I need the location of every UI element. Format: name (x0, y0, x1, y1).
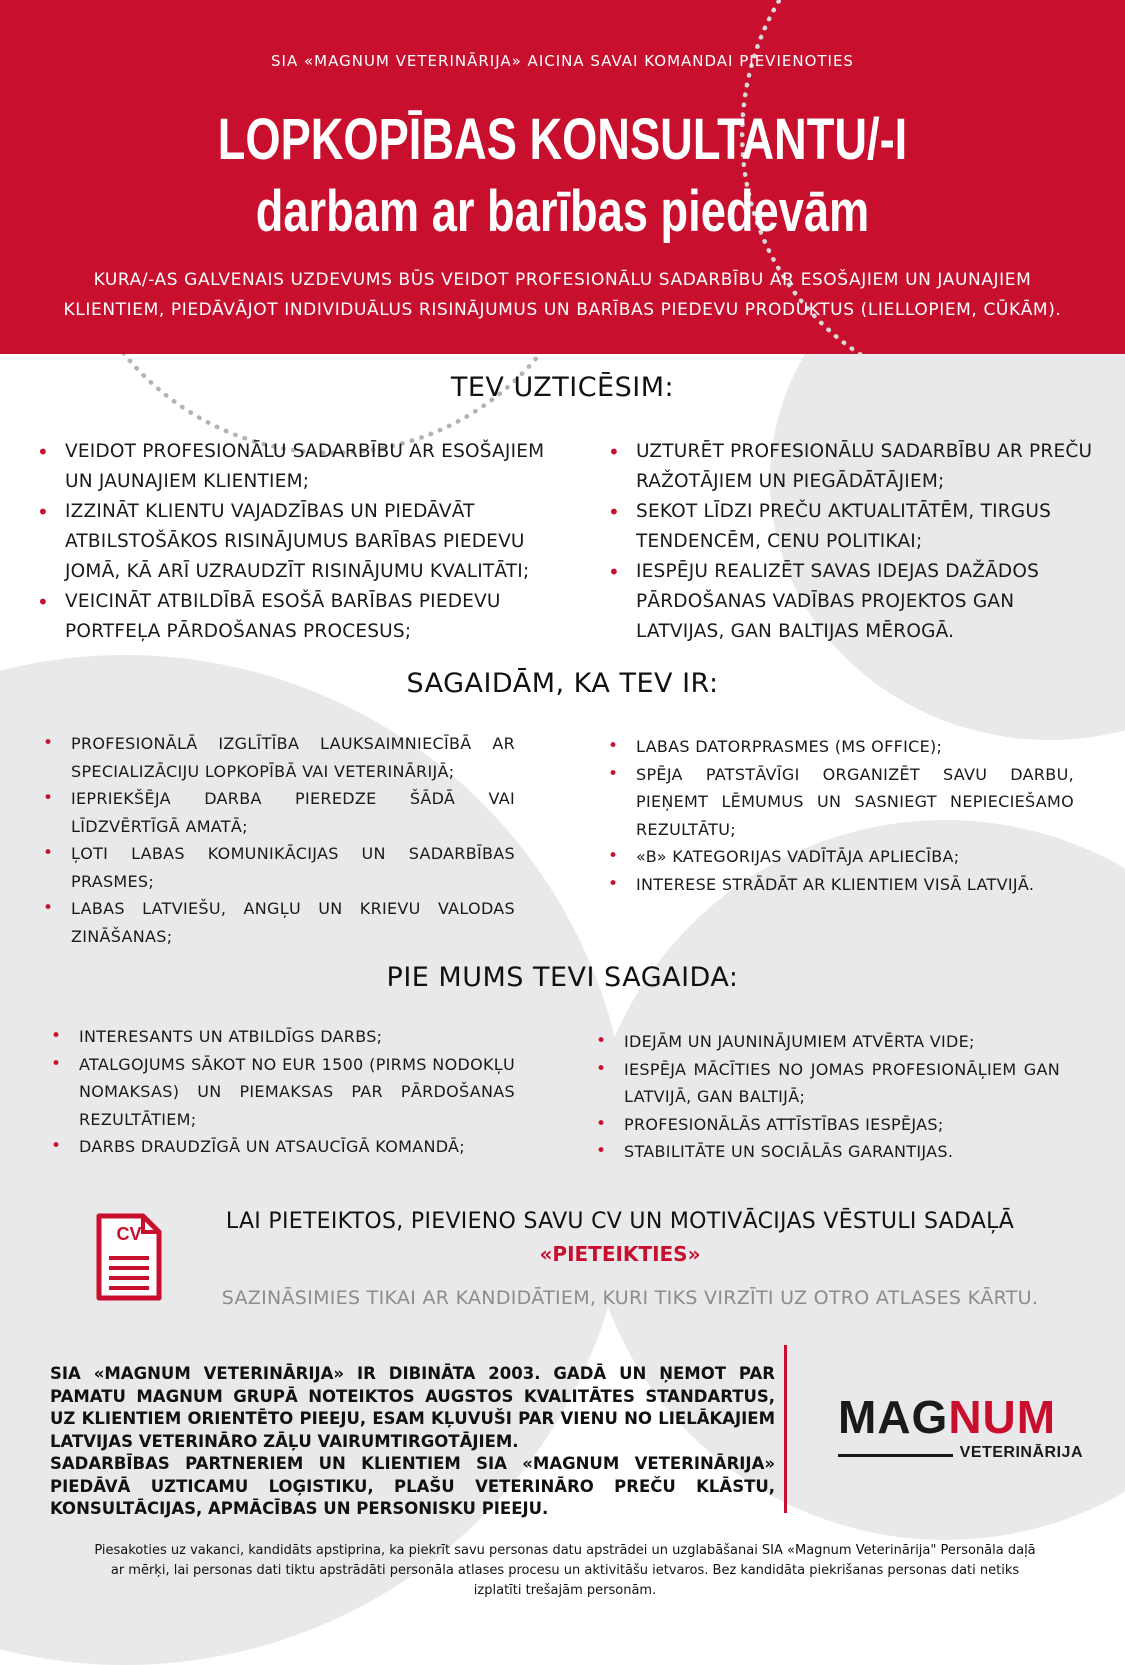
list-item: • IESPĒJU REALIZĒT SAVAS IDEJAS DAŽĀDOS PĀRDOŠANAS VADĪBAS PROJEKTOS GAN LATVIJAS, GAN BALTIJAS MĒROGĀ. (606, 557, 1101, 647)
requirements-list-left (41, 730, 515, 950)
logo-word-dark: MAG (838, 1391, 949, 1443)
company-about (50, 1363, 775, 1521)
red-divider (784, 1345, 787, 1513)
logo-subtitle: VETERINĀRIJA (959, 1444, 1083, 1461)
list-item: • LABAS DATORPRASMES (MS OFFICE); (606, 733, 1074, 761)
list-item: • ATALGOJUMS SĀKOT NO EUR 1500 (PIRMS NODOKĻU NOMAKSAS) UN PIEMAKSAS PAR PĀRDOŠANAS REZULTĀTIEM; (49, 1051, 515, 1134)
list-item: • INTERESE STRĀDĀT AR KLIENTIEM VISĀ LATVIJĀ. (606, 871, 1074, 899)
offer-list-right (594, 1028, 1060, 1166)
cv-icon-label: CV (116, 1224, 142, 1244)
list-item: • PROFESIONĀLĀ IZGLĪTĪBA LAUKSAIMNIECĪBĀ AR SPECIALIZĀCIJU LOPKOPĪBĀ VAI VETERINĀRIJĀ; (41, 730, 515, 785)
list-item: • INTERESANTS UN ATBILDĪGS DARBS; (49, 1023, 515, 1051)
apply-link[interactable]: «PIETEIKTIES» (539, 1242, 701, 1266)
about-paragraph-2: SADARBĪBAS PARTNERIEM UN KLIENTIEM SIA «MAGNUM VETERINĀRIJA» PIEDĀVĀ UZTICAMU LOĢISTIKU, PLAŠU VETERINĀRO PREČU KLĀSTU, KONSULTĀCIJAS, APMĀCĪBAS UN PERSONISKU PIEEJU. (50, 1454, 775, 1518)
duties-list-right (606, 437, 1101, 647)
list-item: • IESPĒJA MĀCĪTIES NO JOMAS PROFESIONĀĻIEM GAN LATVIJĀ, GAN BALTIJĀ; (594, 1056, 1060, 1111)
list-item: • SPĒJA PATSTĀVĪGI ORGANIZĒT SAVU DARBU, PIEŅEMT LĒMUMUS UN SASNIEGT NEPIECIEŠAMO REZULTĀTU; (606, 761, 1074, 844)
list-item: • DARBS DRAUDZĪGĀ UN ATSAUCĪGĀ KOMANDĀ; (49, 1133, 515, 1161)
requirements-heading: SAGAIDĀM, KA TEV IR: (406, 668, 719, 699)
invite-line: SIA «MAGNUM VETERINĀRIJA» AICINA SAVAI KOMANDAI PIEVIENOTIES (271, 52, 854, 70)
offer-heading: PIE MUMS TEVI SAGAIDA: (386, 962, 739, 993)
list-item: • IDEJĀM UN JAUNINĀJUMIEM ATVĒRTA VIDE; (594, 1028, 1060, 1056)
magnum-logo (838, 1390, 1083, 1480)
list-item: • LABAS LATVIEŠU, ANGĻU UN KRIEVU VALODAS ZINĀŠANAS; (41, 895, 515, 950)
duties-heading: TEV UZTICĒSIM: (450, 372, 675, 403)
list-item: • VEICINĀT ATBILDĪBĀ ESOŠĀ BARĪBAS PIEDEVU PORTFEĻA PĀRDOŠANAS PROCESUS; (35, 587, 565, 647)
logo-wordmark (838, 1390, 1056, 1444)
offer-list-left (49, 1023, 515, 1161)
list-item: • PROFESIONĀLĀS ATTĪSTĪBAS IESPĒJAS; (594, 1111, 1060, 1139)
duties-list-left (35, 437, 565, 647)
header-banner (0, 0, 1125, 354)
list-item: • IZZINĀT KLIENTU VAJADZĪBAS UN PIEDĀVĀT ATBILSTOŠĀKOS RISINĀJUMUS BARĪBAS PIEDEVU JOMĀ, KĀ ARĪ UZRAUDZĪT RISINĀJUMU KVALITĀTI; (35, 497, 565, 587)
list-item: • VEIDOT PROFESIONĀLU SADARBĪBU AR ESOŠAJIEM UN JAUNAJIEM KLIENTIEM; (35, 437, 565, 497)
job-title-line-1: LOPKOPĪBAS KONSULTANTU/-I (217, 107, 908, 172)
about-paragraph-1: SIA «MAGNUM VETERINĀRIJA» IR DIBINĀTA 2003. GADĀ UN ŅEMOT PAR PAMATU MAGNUM GRUPĀ NOTEIKTOS AUGSTOS KVALITĀTES STANDARTUS, UZ KLIENTIEM ORIENTĒTO PIEEJU, ESAM KĻUVUŠI PAR VIENU NO LIELĀKAJIEM LATVIJAS VETERINĀRO ZĀĻU VAIRUMTIRGOTĀJIEM. (50, 1364, 775, 1451)
list-item: • ĻOTI LABAS KOMUNIKĀCIJAS UN SADARBĪBAS PRASMES; (41, 840, 515, 895)
list-item: • SEKOT LĪDZI PREČU AKTUALITĀTĒM, TIRGUS TENDENCĒM, CENU POLITIKAI; (606, 497, 1101, 557)
job-title (124, 104, 1002, 248)
requirements-list-right (606, 733, 1074, 898)
list-item: • «B» KATEGORIJAS VADĪTĀJA APLIECĪBA; (606, 843, 1074, 871)
logo-underline (838, 1454, 953, 1457)
contact-note: SAZINĀSIMIES TIKAI AR KANDIDĀTIEM, KURI TIKS VIRZĪTI UZ OTRO ATLASES KĀRTU. (221, 1287, 1039, 1309)
list-item: • IEPRIEKŠĒJA DARBA PIEREDZE ŠĀDĀ VAI LĪDZVĒRTĪGĀ AMATĀ; (41, 785, 515, 840)
logo-word-red: NUM (948, 1391, 1057, 1443)
job-summary: KURA/-AS GALVENAIS UZDEVUMS BŪS VEIDOT PROFESIONĀLU SADARBĪBU AR ESOŠAJIEM UN JAUNAJIEM KLIENTIEM, PIEDĀVĀJOT INDIVIDUĀLUS RISINĀJUMUS UN BARĪBAS PIEDEVU PRODUKTUS (LIELLOPIEM, CŪKĀM). (63, 270, 1062, 320)
privacy-footer: Piesakoties uz vakanci, kandidāts apstiprina, ka piekrīt savu personas datu apstrādei un uzglabāšanai SIA «Magnum Veterinārija" Personāla daļā ar mērķi, lai personas dati tiktu apstrādāti personāla atlases procesu un aktivitāšu ietvaros. Bez kandidāta piekrišanas personas dati netiks izplatīti trešajām personām. (94, 1543, 1036, 1598)
job-title-line-2: darbam ar barības piedevām (255, 179, 870, 244)
list-item: • UZTURĒT PROFESIONĀLU SADARBĪBU AR PREČU RAŽOTĀJIEM UN PIEGĀDĀTĀJIEM; (606, 437, 1101, 497)
apply-instruction: LAI PIETEIKTOS, PIEVIENO SAVU CV UN MOTIVĀCIJAS VĒSTULI SADAĻĀ (225, 1209, 1015, 1234)
list-item: • STABILITĀTE UN SOCIĀLĀS GARANTIJAS. (594, 1138, 1060, 1166)
